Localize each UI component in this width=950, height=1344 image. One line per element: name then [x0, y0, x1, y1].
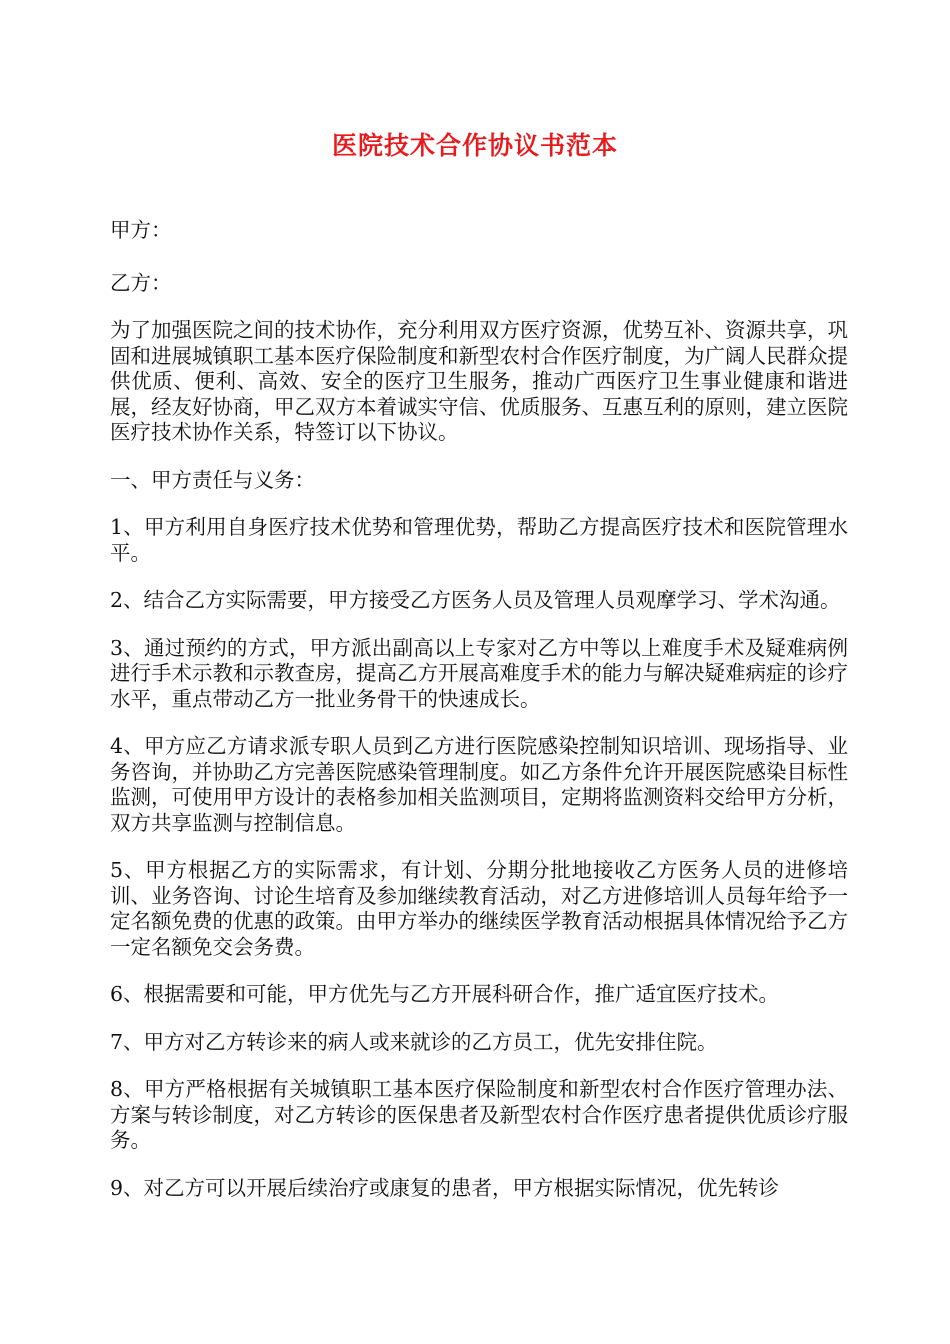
- clause-9: 9、对乙方可以开展后续治疗或康复的患者，甲方根据实际情况，优先转诊: [110, 1175, 780, 1200]
- clause-8: 8、甲方严格根据有关城镇职工基本医疗保险制度和新型农村合作医疗管理办法、方案与转诊制度，对乙方转诊的医保患者及新型农村合作医疗患者提供优质诊疗服务。: [110, 1077, 848, 1152]
- preamble-paragraph: 为了加强医院之间的技术协作，充分利用双方医疗资源，优势互补、资源共享，巩固和进展城镇职工基本医疗保险制度和新型农村合作医疗制度，为广阔人民群众提供优质、便利、高效、安全的医疗卫生服务，推动广西医疗卫生事业健康和谐进展，经友好协商，甲乙双方本着诚实守信、优质服务、互惠互利的原则，建立医院医疗技术协作关系，特签订以下协议。: [110, 318, 848, 444]
- document-body: [110, 218, 848, 1223]
- clause-3: 3、通过预约的方式，甲方派出副高以上专家对乙方中等以上难度手术及疑难病例进行手术示教和示教查房，提高乙方开展高难度手术的能力与解决疑难病症的诊疗水平，重点带动乙方一批业务骨干的快速成长。: [110, 635, 848, 711]
- section-heading-party-a-duties: 一、甲方责任与义务：: [110, 467, 315, 492]
- clause-6: 6、根据需要和可能，甲方优先与乙方开展科研合作，推广适宜医疗技术。: [110, 982, 780, 1006]
- party-b-line: 乙方：: [110, 270, 172, 295]
- clause-4: 4、甲方应乙方请求派专职人员到乙方进行医院感染控制知识培训、现场指导、业务咨询，并协助乙方完善医院感染管理制度。如乙方条件允许开展医院感染目标性监测，可使用甲方设计的表格参加相关监测项目，定期将监测资料交给甲方分析，双方共享监测与控制信息。: [110, 734, 848, 835]
- clause-7: 7、甲方对乙方转诊来的病人或来就诊的乙方员工，优先安排住院。: [110, 1029, 718, 1054]
- clause-2: 2、结合乙方实际需要，甲方接受乙方医务人员及管理人员观摩学习、学术沟通。: [110, 588, 841, 612]
- party-a-line: 甲方：: [110, 218, 172, 242]
- document-title: 医院技术合作协议书范本: [331, 131, 618, 160]
- clause-5: 5、甲方根据乙方的实际需求，有计划、分期分批地接收乙方医务人员的进修培训、业务咨询、讨论生培育及参加继续教育活动，对乙方进修培训人员每年给予一定名额免费的优惠的政策。由甲方举办的继续医学教育活动根据具体情况给予乙方一定名额免交会务费。: [110, 858, 848, 959]
- clause-1: 1、甲方利用自身医疗技术优势和管理优势，帮助乙方提高医疗技术和医院管理水平。: [110, 515, 848, 565]
